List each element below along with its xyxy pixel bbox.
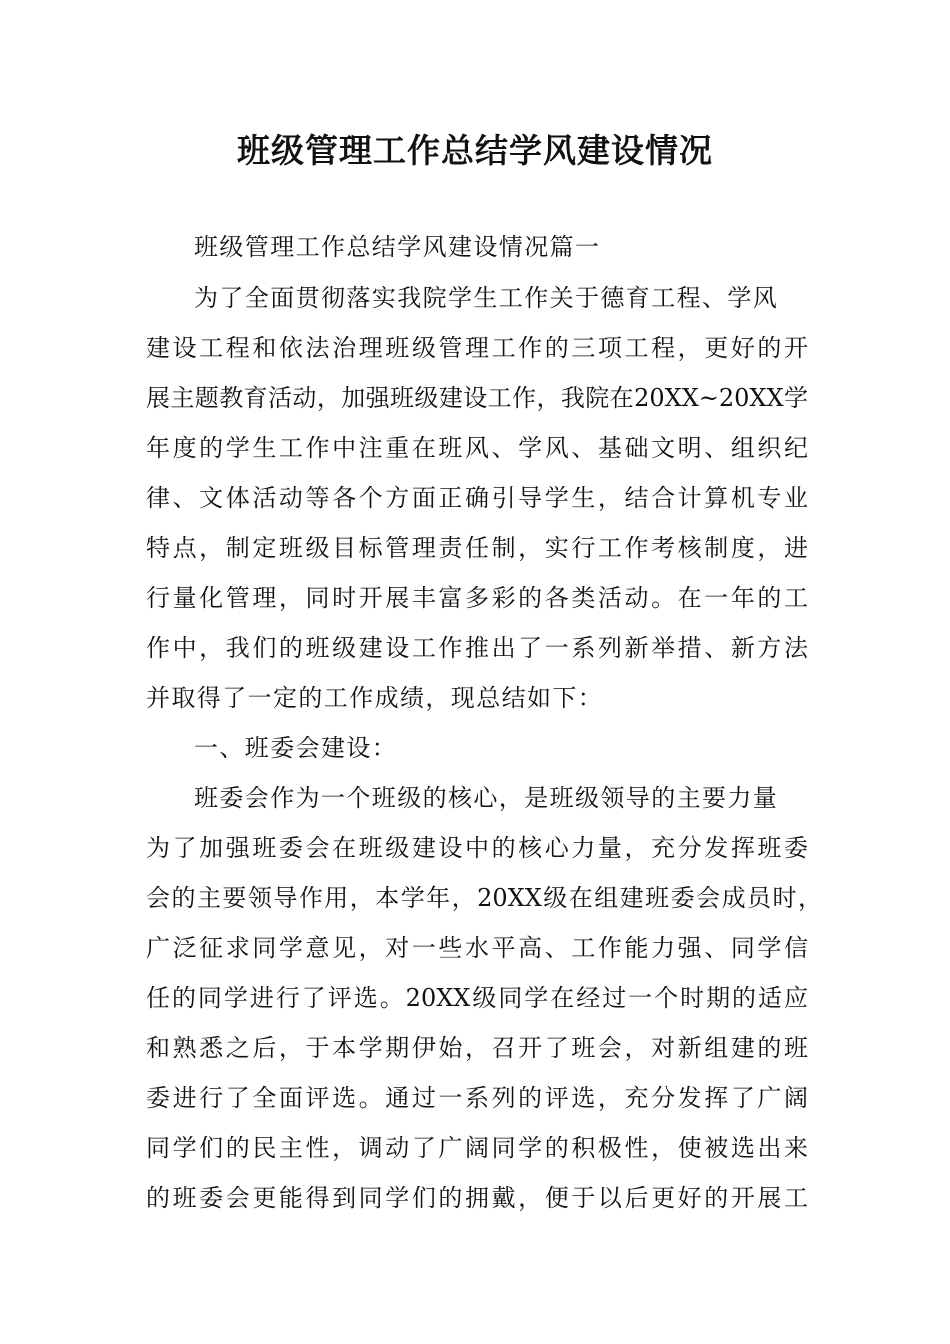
paragraph-line: 建设工程和依法治理班级管理工作的三项工程，更好的开 <box>146 334 808 362</box>
paragraph-line: 律、文体活动等各个方面正确引导学生，结合计算机专业 <box>146 484 808 512</box>
section-heading: 班级管理工作总结学风建设情况篇一 <box>194 233 601 261</box>
paragraph-line: 行量化管理，同时开展丰富多彩的各类活动。在一年的工 <box>146 584 808 612</box>
paragraph-line: 会的主要领导作用，本学年，20XX级在组建班委会成员时， <box>146 884 822 912</box>
paragraph-line: 委进行了全面评选。通过一系列的评选，充分发挥了广阔 <box>146 1084 808 1112</box>
paragraph-line: 展主题教育活动，加强班级建设工作，我院在20XX~20XX学 <box>146 384 808 412</box>
paragraph-line: 作中，我们的班级建设工作推出了一系列新举措、新方法 <box>146 634 808 662</box>
paragraph-line: 特点，制定班级目标管理责任制，实行工作考核制度，进 <box>146 534 808 562</box>
document-title: 班级管理工作总结学风建设情况 <box>237 131 713 170</box>
paragraph-line: 同学们的民主性，调动了广阔同学的积极性，使被选出来 <box>146 1134 808 1162</box>
subsection-heading: 一、班委会建设： <box>194 734 398 762</box>
paragraph-line: 年度的学生工作中注重在班风、学风、基础文明、组织纪 <box>146 434 808 462</box>
paragraph-line: 为了加强班委会在班级建设中的核心力量，充分发挥班委 <box>146 834 808 862</box>
paragraph-line: 任的同学进行了评选。20XX级同学在经过一个时期的适应 <box>146 984 808 1012</box>
paragraph-line: 并取得了一定的工作成绩，现总结如下： <box>146 684 604 712</box>
paragraph-line: 广泛征求同学意见，对一些水平高、工作能力强、同学信 <box>146 934 808 962</box>
paragraph-line: 为了全面贯彻落实我院学生工作关于德育工程、学风 <box>194 284 779 312</box>
paragraph-line: 班委会作为一个班级的核心，是班级领导的主要力量 <box>194 784 779 812</box>
paragraph-line: 和熟悉之后，于本学期伊始，召开了班会，对新组建的班 <box>146 1034 808 1062</box>
paragraph-line: 的班委会更能得到同学们的拥戴，便于以后更好的开展工 <box>146 1184 808 1212</box>
